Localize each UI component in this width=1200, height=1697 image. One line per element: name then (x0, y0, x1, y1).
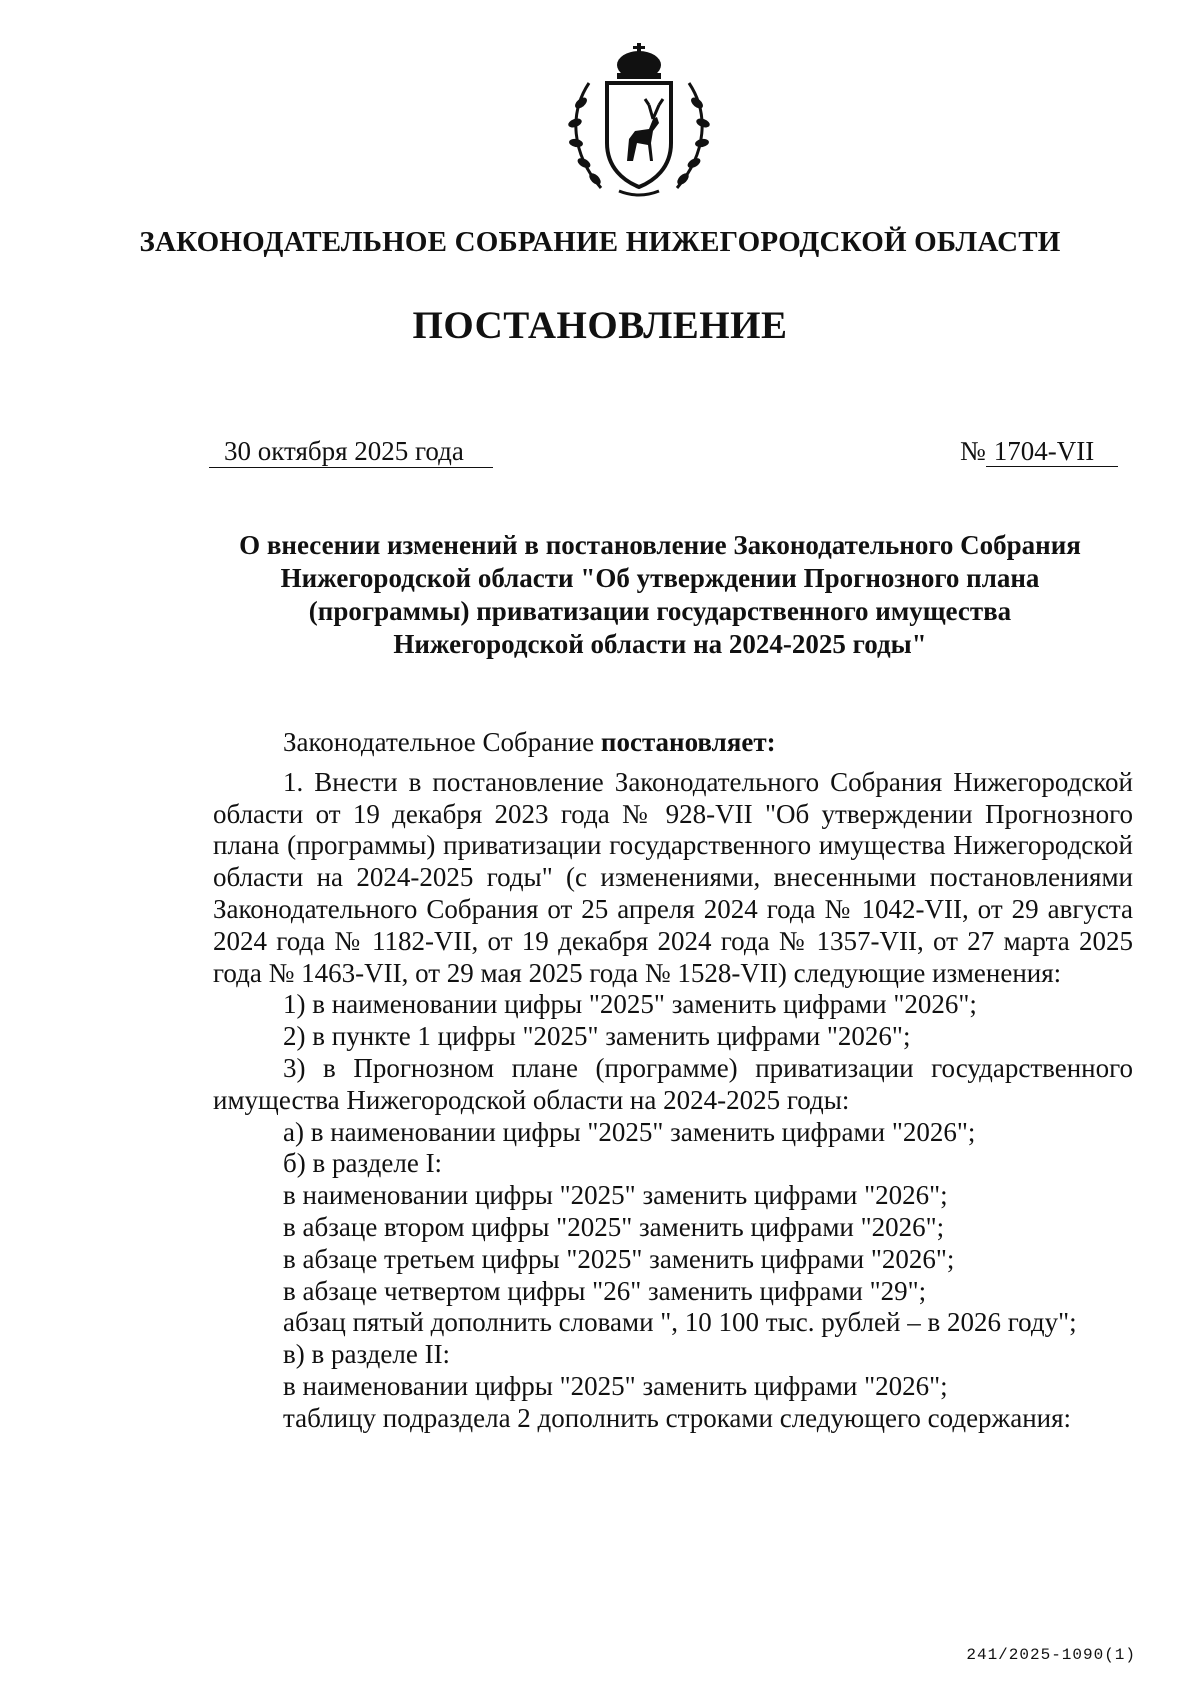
list-item: в абзаце втором цифры "2025" заменить цифрами "2026"; (283, 1211, 945, 1242)
subject-line: О внесении изменений в постановление Законодательного Собрания (239, 530, 1081, 560)
organization-title: ЗАКОНОДАТЕЛЬНОЕ СОБРАНИЕ НИЖЕГОРОДСКОЙ ОБЛАСТИ (139, 226, 1061, 258)
crown-icon (617, 43, 661, 79)
list-item: 1) в наименовании цифры "2025" заменить цифрами "2026"; (283, 989, 977, 1020)
list-item: 2) в пункте 1 цифры "2025" заменить цифрами "2026"; (283, 1021, 911, 1052)
list-item: в наименовании цифры "2025" заменить цифрами "2026"; (283, 1180, 948, 1211)
preamble-bold: постановляет: (600, 727, 776, 757)
list-item: в наименовании цифры "2025" заменить цифрами "2026"; (283, 1370, 948, 1401)
document-subject (200, 529, 1120, 661)
document-type-title: ПОСТАНОВЛЕНИЕ (412, 304, 788, 347)
point-1: 1. Внести в постановление Законодательного Собрания Нижегородской области от 19 декабря 2023 года № 928-VII "Об утверждении Прогнозного плана (программы) приватизации государственного имущества Нижегородской области на 2024-2025 годы" (с изменениями, внесенными постановлениями Законодательного Собрания от 25 апреля 2024 года № 1042-VII, от 29 августа 2024 года № 1182-VII, от 19 декабря 2024 года № 1357-VII, от 27 марта 2025 года № 1463-VII, от 29 мая 2025 года № 1528-VII) следующие изменения: (213, 766, 1133, 988)
subject-line: Нижегородской области "Об утверждении Прогнозного плана (280, 563, 1040, 593)
preamble-text: Законодательное Собрание (283, 727, 601, 757)
document-number (960, 435, 1132, 467)
document-date: 30 октября 2025 года (209, 435, 493, 468)
document-body (213, 727, 1133, 1435)
list-item: в) в разделе II: (283, 1339, 451, 1370)
list-item: таблицу подраздела 2 дополнить строками следующего содержания: (283, 1402, 1072, 1433)
subject-line: Нижегородской области на 2024-2025 годы" (393, 629, 927, 659)
number-value: 1704-VII (986, 436, 1118, 467)
list-item: а) в наименовании цифры "2025" заменить цифрами "2026"; (283, 1116, 976, 1147)
number-sign: № (960, 436, 986, 466)
subject-line: (программы) приватизации государственного имущества (308, 596, 1012, 626)
list-item: абзац пятый дополнить словами ", 10 100 тыс. рублей – в 2026 году"; (283, 1307, 1077, 1338)
list-item: в абзаце третьем цифры "2025" заменить цифрами "2026"; (283, 1243, 955, 1274)
list-item: 3) в Прогнозном плане (программе) приватизации государственного имущества Нижегородской области на 2024-2025 годы: (213, 1052, 1133, 1115)
footer-registration-code: 241/2025-1090(1) (966, 1646, 1136, 1664)
list-item: в абзаце четвертом цифры "26" заменить цифрами "29"; (283, 1275, 927, 1306)
preamble (213, 727, 1133, 759)
list-item: б) в разделе I: (283, 1148, 443, 1179)
coat-of-arms-icon (549, 43, 729, 203)
